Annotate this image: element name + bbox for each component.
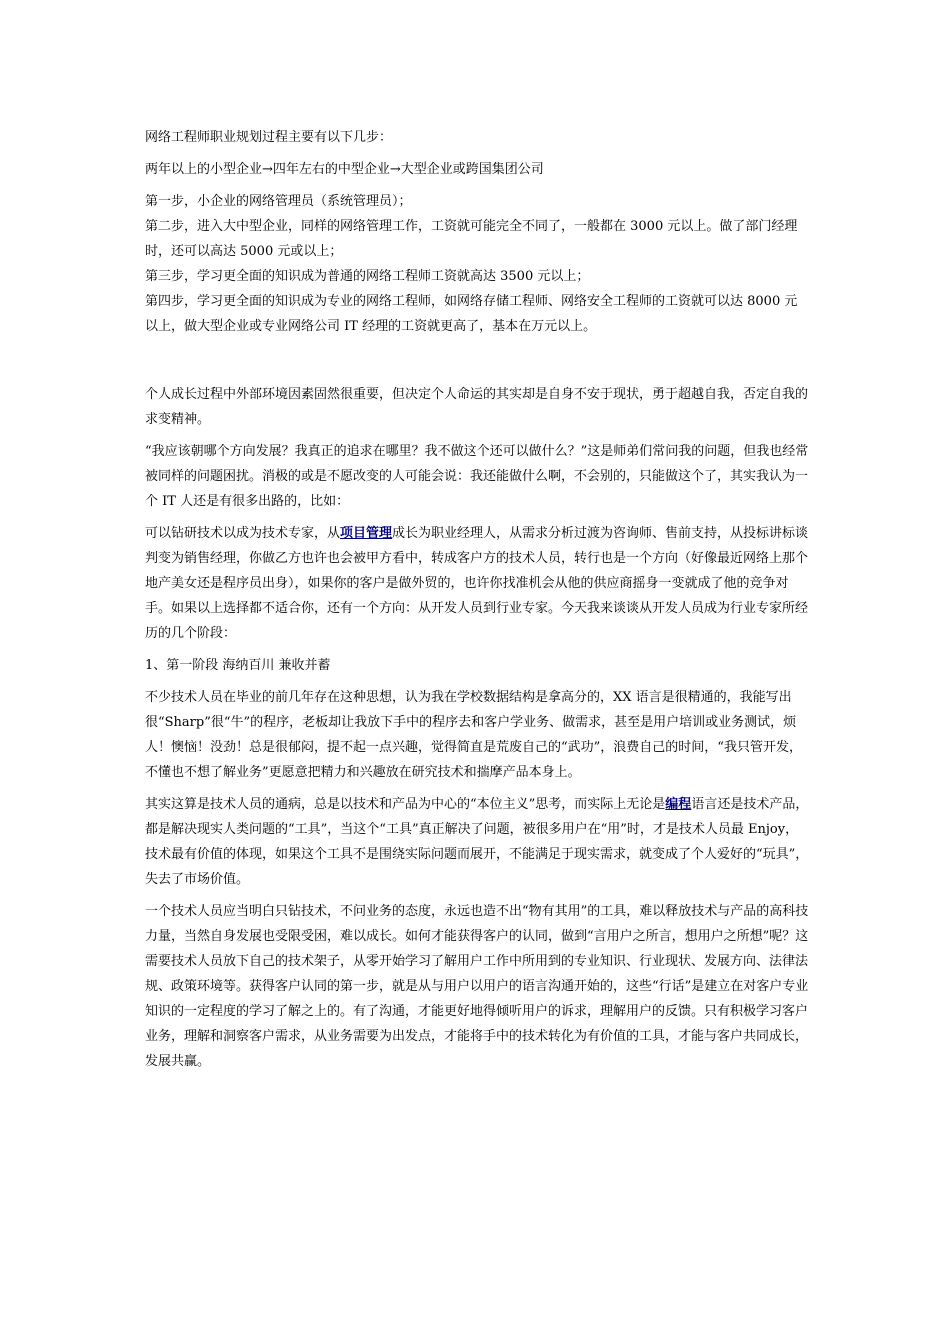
common-problem-paragraph bbox=[145, 792, 810, 892]
stage-1-heading: 1、第一阶段 海纳百川 兼收并蓄 bbox=[145, 658, 331, 673]
paths-text-after: 成长为职业经理人，从需求分析过渡为咨询师、售前支持，从投标讲标谈判变为销售经理，你做乙方也许也会被甲方看中，转成客户方的技术人员，转行也是一个方向（好像最近网络上那个地产美女还是程序员出身），如果你的客户是做外贸的，也许你找准机会从他的供应商摇身一变就成了他的竞争对手。如果以上选择都不适合你，还有一个方向：从开发人员到行业专家。今天我来谈谈从开发人员成为行业专家所经历的几个阶段： bbox=[145, 526, 809, 641]
paths-paragraph bbox=[145, 521, 810, 646]
step-1: 第一步，小企业的网络管理员（系统管理员）； bbox=[145, 194, 412, 209]
programming-link[interactable]: 编程 bbox=[665, 797, 692, 812]
step-3: 第三步，学习更全面的知识成为普通的网络工程师工资就高达 3500 元以上； bbox=[145, 269, 590, 284]
step-2: 第二步，进入大中型企业，同样的网络管理工作，工资就可能完全不同了，一般都在 3000 元以上。做了部门经理时，还可以高达 5000 元或以上； bbox=[145, 219, 798, 259]
career-path-line: 两年以上的小型企业→四年左右的中型企业→大型企业或跨国集团公司 bbox=[145, 162, 544, 177]
document-body bbox=[145, 125, 810, 1074]
growth-paragraph: 个人成长过程中外部环境因素固然很重要，但决定个人命运的其实却是自身不安于现状，勇于超越自我，否定自我的求变精神。 bbox=[145, 387, 809, 427]
project-management-link[interactable]: 项目管理 bbox=[340, 526, 393, 541]
question-paragraph: “我应该朝哪个方向发展？我真正的追求在哪里？我不做这个还可以做什么？”这是师弟们常问我的问题，但我也经常被同样的问题困扰。消极的或是不愿改变的人可能会说：我还能做什么啊，不会别的，只能做这个了，其实我认为一个 IT 人还是有很多出路的，比如： bbox=[145, 444, 809, 509]
final-paragraph: 一个技术人员应当明白只钻技术，不问业务的态度，永远也造不出“物有其用”的工具，难以释放技术与产品的高科技力量，当然自身发展也受限受困，难以成长。如何才能获得客户的认同，做到“言用户之所言，想用户之所想”呢？这需要技术人员放下自己的技术架子，从零开始学习了解用户工作中所用到的专业知识、行业现状、发展方向、法律法规、政策环境等。获得客户认同的第一步，就是从与用户以用户的语言沟通开始的，这些“行话”是建立在对客户专业知识的一定程度的学习了解之上的。有了沟通，才能更好地得倾听用户的诉求，理解用户的反馈。只有积极学习客户业务，理解和洞察客户需求，从业务需要为出发点，才能将手中的技术转化为有价值的工具，才能与客户共同成长，发展共赢。 bbox=[145, 904, 809, 1069]
stage-1-paragraph: 不少技术人员在毕业的前几年存在这种思想，认为我在学校数据结构是拿高分的，XX 语言是很精通的，我能写出很“Sharp”很“牛”的程序，老板却让我放下手中的程序去和客户学业务、做需求，甚至是用户培训或业务测试，烦人！懊恼！没劲！总是很郁闷，提不起一点兴趣，觉得简直是荒废自己的“武功”，浪费自己的时间，“我只管开发，不懂也不想了解业务”更愿意把精力和兴趣放在研究技术和揣摩产品本身上。 bbox=[145, 690, 802, 780]
step-4: 第四步，学习更全面的知识成为专业的网络工程师，如网络存储工程师、网络安全工程师的工资就可以达 8000 元以上，做大型企业或专业网络公司 IT 经理的工资就更高了，基本在万元以上。 bbox=[145, 294, 798, 334]
intro-line: 网络工程师职业规划过程主要有以下几步： bbox=[145, 130, 393, 145]
common-text-before: 其实这算是技术人员的通病，总是以技术和产品为中心的“本位主义”思考，而实际上无论是 bbox=[145, 797, 666, 812]
common-text-after: 语言还是技术产品，都是解决现实人类问题的“工具”，当这个“工具”真正解决了问题，被很多用户在“用”时，才是技术人员最 Enjoy，技术最有价值的体现，如果这个工具不是围绕实际问题而展开，不能满足于现实需求，就变成了个人爱好的“玩具”，失去了市场价值。 bbox=[145, 797, 809, 887]
paths-text-before: 可以钻研技术以成为技术专家，从 bbox=[145, 526, 341, 541]
